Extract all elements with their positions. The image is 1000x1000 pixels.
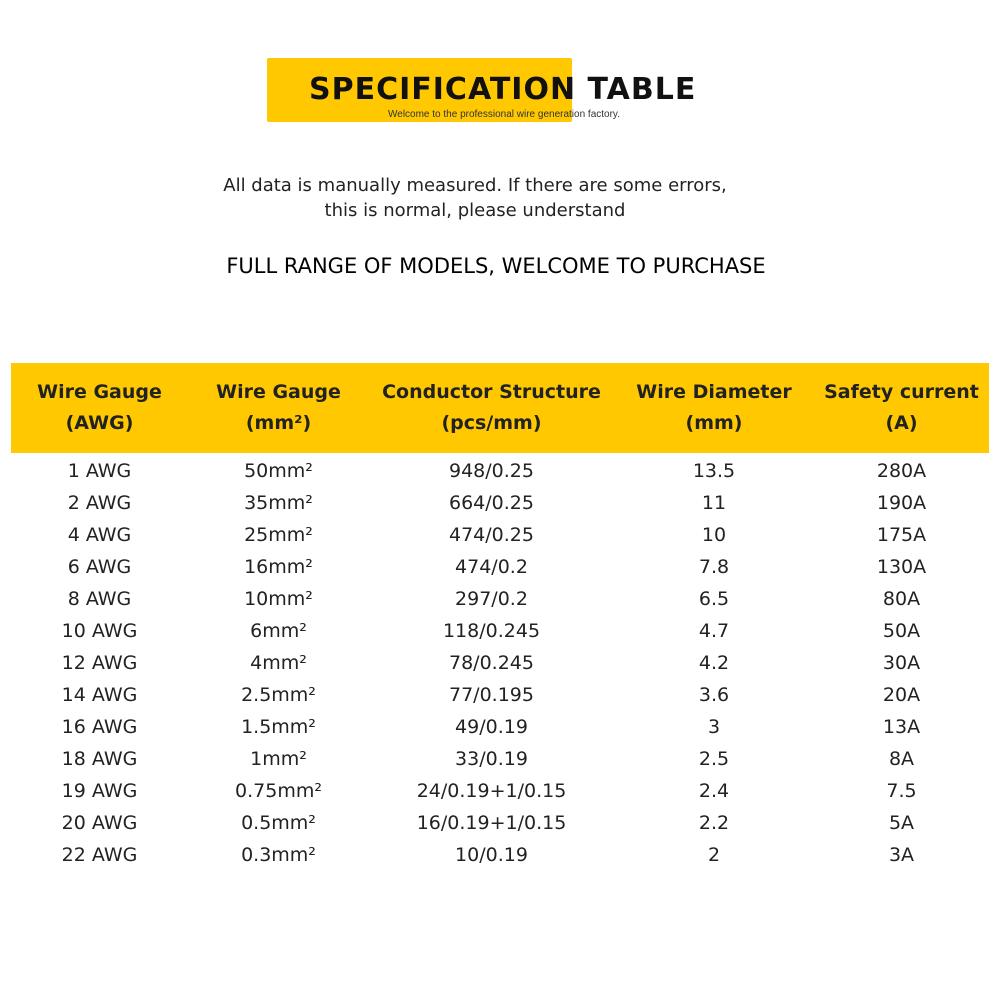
header-current-label: Safety current	[824, 381, 979, 403]
current-cell: 20A	[882, 684, 921, 706]
table-row	[11, 453, 989, 487]
awg-cell: 2 AWG	[67, 492, 132, 514]
table-row	[11, 807, 989, 839]
table-row	[11, 839, 989, 871]
current-cell: 8A	[888, 748, 915, 770]
table-row	[11, 647, 989, 679]
current-cell: 13A	[882, 716, 921, 738]
awg-cell: 10 AWG	[61, 620, 138, 642]
current-cell: 50A	[882, 620, 921, 642]
table-row	[11, 487, 989, 519]
table-row	[11, 775, 989, 807]
diameter-cell: 2.5	[698, 748, 730, 770]
header-current-unit: (A)	[885, 412, 918, 434]
table-row	[11, 519, 989, 551]
diameter-cell: 2.2	[698, 812, 730, 834]
awg-cell: 12 AWG	[61, 652, 138, 674]
header-awg	[11, 363, 188, 453]
table-header-row	[11, 363, 989, 453]
current-cell: 80A	[882, 588, 921, 610]
header-awg-unit: (AWG)	[65, 412, 134, 434]
current-cell: 175A	[876, 524, 927, 546]
current-cell: 5A	[888, 812, 915, 834]
header-conductor-label: Conductor Structure	[382, 381, 601, 403]
diameter-cell: 2.4	[698, 780, 730, 802]
awg-cell: 18 AWG	[61, 748, 138, 770]
mm2-cell: 35mm²	[244, 492, 313, 514]
mm2-cell: 6mm²	[250, 620, 307, 642]
conductor-cell: 77/0.195	[449, 684, 534, 706]
conductor-cell: 664/0.25	[449, 492, 534, 514]
header-awg-label: Wire Gauge	[37, 381, 162, 403]
awg-cell: 6 AWG	[67, 556, 132, 578]
current-cell: 30A	[882, 652, 921, 674]
conductor-cell: 16/0.19+1/0.15	[416, 812, 567, 834]
table-row	[11, 679, 989, 711]
conductor-cell: 297/0.2	[455, 588, 528, 610]
current-cell: 3A	[888, 844, 915, 866]
mm2-cell: 1mm²	[250, 748, 307, 770]
conductor-cell: 49/0.19	[455, 716, 528, 738]
page-subtitle: Welcome to the professional wire generation factory.	[388, 109, 620, 120]
awg-cell: 14 AWG	[61, 684, 138, 706]
diameter-cell: 4.2	[698, 652, 730, 674]
diameter-cell: 3.6	[698, 684, 730, 706]
awg-cell: 1 AWG	[67, 460, 132, 482]
page-title: SPECIFICATION TABLE	[309, 72, 697, 107]
mm2-cell: 0.3mm²	[241, 844, 316, 866]
awg-cell: 16 AWG	[61, 716, 138, 738]
header-mm2	[188, 363, 369, 453]
mm2-cell: 4mm²	[250, 652, 307, 674]
conductor-cell: 33/0.19	[455, 748, 528, 770]
table-row	[11, 743, 989, 775]
mm2-cell: 50mm²	[244, 460, 313, 482]
diameter-cell: 13.5	[692, 460, 736, 482]
mm2-cell: 10mm²	[244, 588, 313, 610]
header-mm2-label: Wire Gauge	[216, 381, 341, 403]
header-conductor	[369, 363, 614, 453]
conductor-cell: 474/0.25	[449, 524, 534, 546]
header-diameter	[614, 363, 814, 453]
tagline: FULL RANGE OF MODELS, WELCOME TO PURCHASE	[226, 254, 766, 278]
table-row	[11, 615, 989, 647]
awg-cell: 4 AWG	[67, 524, 132, 546]
diameter-cell: 7.8	[698, 556, 730, 578]
diameter-cell: 4.7	[698, 620, 730, 642]
header-diameter-unit: (mm)	[685, 412, 743, 434]
header-conductor-unit: (pcs/mm)	[441, 412, 542, 434]
table-row	[11, 551, 989, 583]
current-cell: 130A	[876, 556, 927, 578]
diameter-cell: 3	[707, 716, 721, 738]
current-cell: 190A	[876, 492, 927, 514]
mm2-cell: 0.5mm²	[241, 812, 316, 834]
awg-cell: 19 AWG	[61, 780, 138, 802]
mm2-cell: 0.75mm²	[235, 780, 322, 802]
header-diameter-label: Wire Diameter	[636, 381, 792, 403]
conductor-cell: 78/0.245	[449, 652, 534, 674]
current-cell: 7.5	[886, 780, 917, 802]
table-row	[11, 583, 989, 615]
awg-cell: 20 AWG	[61, 812, 138, 834]
conductor-cell: 474/0.2	[455, 556, 528, 578]
mm2-cell: 25mm²	[244, 524, 313, 546]
measurement-note-line-1: All data is manually measured. If there are some errors,	[223, 175, 727, 196]
header-mm2-unit: (mm²)	[245, 412, 312, 434]
mm2-cell: 2.5mm²	[241, 684, 316, 706]
conductor-cell: 24/0.19+1/0.15	[416, 780, 567, 802]
header-current	[814, 363, 989, 453]
current-cell: 280A	[876, 460, 927, 482]
diameter-cell: 6.5	[698, 588, 730, 610]
diameter-cell: 10	[701, 524, 727, 546]
table-row	[11, 711, 989, 743]
table-body	[11, 453, 989, 871]
conductor-cell: 10/0.19	[455, 844, 528, 866]
specification-table	[11, 363, 989, 871]
measurement-note	[0, 173, 950, 223]
conductor-cell: 118/0.245	[442, 620, 541, 642]
mm2-cell: 16mm²	[244, 556, 313, 578]
diameter-cell: 2	[707, 844, 721, 866]
diameter-cell: 11	[701, 492, 727, 514]
measurement-note-line-2: this is normal, please understand	[324, 200, 626, 221]
awg-cell: 8 AWG	[67, 588, 132, 610]
mm2-cell: 1.5mm²	[241, 716, 316, 738]
conductor-cell: 948/0.25	[449, 460, 534, 482]
awg-cell: 22 AWG	[61, 844, 138, 866]
